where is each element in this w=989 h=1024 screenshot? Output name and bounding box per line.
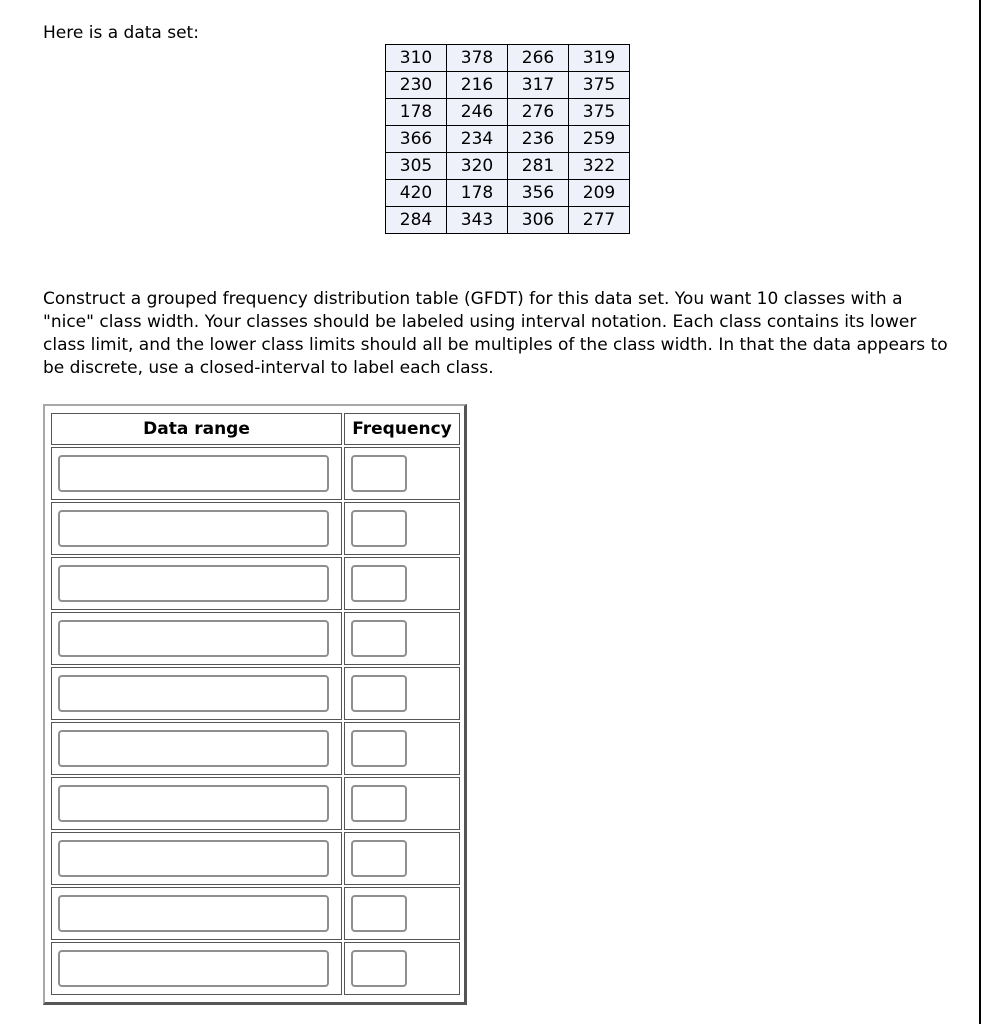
gfdt-row [51, 832, 460, 885]
frequency-input-3[interactable] [351, 565, 407, 602]
data-range-input-5[interactable] [58, 675, 329, 712]
dataset-cell: 366 [386, 126, 447, 153]
data-range-cell [51, 722, 342, 775]
frequency-header: Frequency [344, 413, 460, 445]
gfdt-row [51, 887, 460, 940]
frequency-input-9[interactable] [351, 895, 407, 932]
data-range-cell [51, 777, 342, 830]
dataset-cell: 320 [447, 153, 508, 180]
right-border-rule [979, 0, 981, 1024]
dataset-cell: 230 [386, 72, 447, 99]
dataset-cell: 322 [569, 153, 630, 180]
dataset-cell: 277 [569, 207, 630, 234]
data-range-input-7[interactable] [58, 785, 329, 822]
dataset-cell: 178 [447, 180, 508, 207]
data-range-cell [51, 557, 342, 610]
dataset-cell: 266 [508, 45, 569, 72]
gfdt-row [51, 942, 460, 995]
data-range-input-4[interactable] [58, 620, 329, 657]
dataset-cell: 246 [447, 99, 508, 126]
frequency-cell [344, 942, 460, 995]
dataset-cell: 310 [386, 45, 447, 72]
dataset-row [386, 72, 630, 99]
data-range-input-2[interactable] [58, 510, 329, 547]
gfdt-row [51, 777, 460, 830]
gfdt-row [51, 667, 460, 720]
dataset-cell: 281 [508, 153, 569, 180]
data-range-header: Data range [51, 413, 342, 445]
frequency-input-4[interactable] [351, 620, 407, 657]
dataset-row [386, 45, 630, 72]
data-range-input-9[interactable] [58, 895, 329, 932]
dataset-cell: 216 [447, 72, 508, 99]
frequency-input-7[interactable] [351, 785, 407, 822]
data-range-input-1[interactable] [58, 455, 329, 492]
gfdt-row [51, 612, 460, 665]
frequency-input-1[interactable] [351, 455, 407, 492]
gfdt-frame [43, 404, 467, 1005]
frequency-cell [344, 887, 460, 940]
data-range-cell [51, 887, 342, 940]
data-range-cell [51, 612, 342, 665]
dataset-cell: 375 [569, 72, 630, 99]
gfdt-row [51, 722, 460, 775]
dataset-cell: 343 [447, 207, 508, 234]
dataset-cell: 259 [569, 126, 630, 153]
dataset-cell: 178 [386, 99, 447, 126]
dataset-row [386, 126, 630, 153]
dataset-cell: 236 [508, 126, 569, 153]
dataset-row [386, 180, 630, 207]
dataset-row [386, 99, 630, 126]
frequency-input-8[interactable] [351, 840, 407, 877]
dataset-row [386, 207, 630, 234]
dataset-cell: 375 [569, 99, 630, 126]
frequency-cell [344, 447, 460, 500]
data-range-input-10[interactable] [58, 950, 329, 987]
frequency-input-2[interactable] [351, 510, 407, 547]
frequency-input-10[interactable] [351, 950, 407, 987]
data-range-input-3[interactable] [58, 565, 329, 602]
data-range-cell [51, 667, 342, 720]
gfdt-table [49, 411, 462, 997]
data-range-cell [51, 832, 342, 885]
dataset-cell: 356 [508, 180, 569, 207]
dataset-cell: 319 [569, 45, 630, 72]
gfdt-row [51, 447, 460, 500]
frequency-cell [344, 722, 460, 775]
dataset-table [385, 44, 630, 234]
data-range-cell [51, 447, 342, 500]
gfdt-row [51, 557, 460, 610]
dataset-cell: 209 [569, 180, 630, 207]
frequency-cell [344, 612, 460, 665]
gfdt-header-row [51, 413, 460, 445]
dataset-cell: 420 [386, 180, 447, 207]
frequency-input-6[interactable] [351, 730, 407, 767]
frequency-cell [344, 557, 460, 610]
frequency-cell [344, 777, 460, 830]
dataset-cell: 306 [508, 207, 569, 234]
intro-text: Here is a data set: [43, 23, 199, 43]
gfdt-row [51, 502, 460, 555]
frequency-cell [344, 667, 460, 720]
data-range-input-6[interactable] [58, 730, 329, 767]
frequency-cell [344, 502, 460, 555]
dataset-row [386, 153, 630, 180]
dataset-cell: 234 [447, 126, 508, 153]
data-range-cell [51, 942, 342, 995]
data-range-input-8[interactable] [58, 840, 329, 877]
dataset-cell: 305 [386, 153, 447, 180]
dataset-cell: 317 [508, 72, 569, 99]
frequency-cell [344, 832, 460, 885]
question-text: Construct a grouped frequency distribution table (GFDT) for this data set. You want 10 classes with a "nice" class width. Your classes should be labeled using interval notation. Each class contains its lower class limit, and the lower class limits should all be multiples of the class width. In that the data appears to be discrete, use a closed-interval to label each class. [43, 289, 948, 378]
dataset-cell: 284 [386, 207, 447, 234]
data-range-cell [51, 502, 342, 555]
dataset-cell: 276 [508, 99, 569, 126]
dataset-cell: 378 [447, 45, 508, 72]
frequency-input-5[interactable] [351, 675, 407, 712]
